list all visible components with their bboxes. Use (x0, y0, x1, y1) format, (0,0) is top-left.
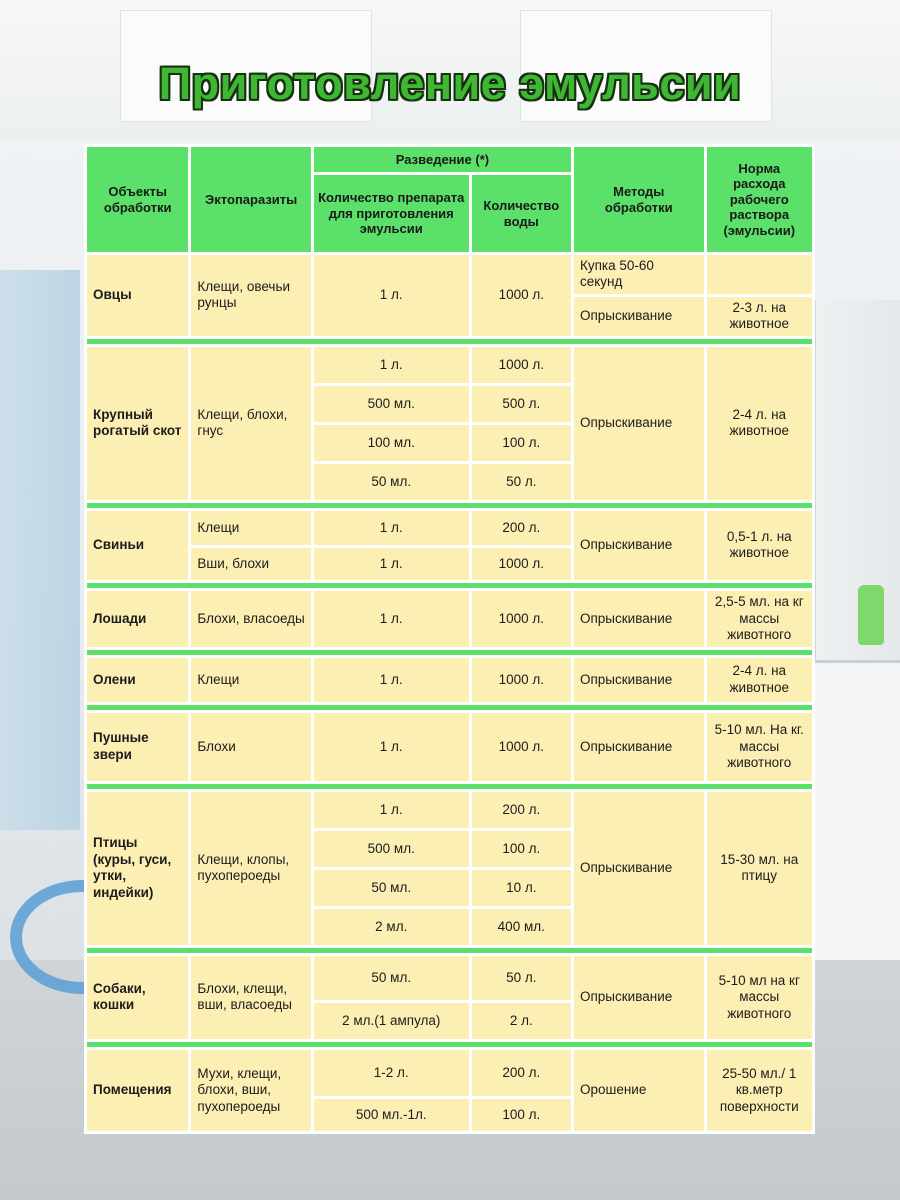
object-cell: Лошади (87, 591, 188, 647)
group-separator (87, 948, 812, 953)
method-cell: Опрыскивание (574, 591, 704, 647)
parasites-cell: Блохи (191, 713, 311, 781)
rate-cell: 5-10 мл на кг массы животного (707, 956, 812, 1039)
drug-amount-cell: 1 л. (314, 658, 469, 702)
group-separator (87, 705, 812, 710)
drug-amount-cell: 1-2 л. (314, 1050, 469, 1096)
object-cell: Олени (87, 658, 188, 702)
method-cell: Опрыскивание (574, 713, 704, 781)
water-amount-cell: 1000 л. (472, 713, 571, 781)
rate-cell: 2-4 л. на животное (707, 658, 812, 702)
water-amount-cell: 200 л. (472, 511, 571, 545)
group-separator (87, 339, 812, 344)
water-amount-cell: 100 л. (472, 1099, 571, 1131)
object-cell: Свиньи (87, 511, 188, 580)
method-cell: Опрыскивание (574, 297, 704, 336)
water-amount-cell: 50 л. (472, 956, 571, 1000)
group-separator (87, 583, 812, 588)
header-objects: Объекты обработки (87, 147, 188, 252)
background-spray-bottle (858, 585, 884, 645)
object-cell: Птицы (куры, гуси, утки, индейки) (87, 792, 188, 945)
rate-cell: 0,5-1 л. на животное (707, 511, 812, 580)
rate-cell: 15-30 мл. на птицу (707, 792, 812, 945)
header-rate: Норма расхода рабочего раствора (эмульсии) (707, 147, 812, 252)
rate-cell: 5-10 мл. На кг. массы животного (707, 713, 812, 781)
water-amount-cell: 2 л. (472, 1003, 571, 1039)
method-cell: Орошение (574, 1050, 704, 1131)
object-cell: Помещения (87, 1050, 188, 1131)
parasites-cell: Вши, блохи (191, 548, 311, 580)
object-cell: Крупный рогатый скот (87, 347, 188, 500)
water-amount-cell: 1000 л. (472, 548, 571, 580)
header-ectoparasites: Эктопаразиты (191, 147, 311, 252)
parasites-cell: Блохи, власоеды (191, 591, 311, 647)
water-amount-cell: 1000 л. (472, 255, 571, 336)
header-dilution: Разведение (*) (314, 147, 571, 172)
parasites-cell: Мухи, клещи, блохи, вши, пухопероеды (191, 1050, 311, 1131)
drug-amount-cell: 1 л. (314, 548, 469, 580)
drug-amount-cell: 2 мл.(1 ампула) (314, 1003, 469, 1039)
drug-amount-cell: 1 л. (314, 792, 469, 828)
parasites-cell: Клещи (191, 658, 311, 702)
header-drug-amount: Количество препарата для приготовления эмульсии (314, 175, 469, 252)
background-cabinet (0, 270, 80, 830)
header-methods: Методы обработки (574, 147, 704, 252)
rate-cell: 2-3 л. на животное (707, 297, 812, 336)
water-amount-cell: 1000 л. (472, 347, 571, 383)
drug-amount-cell: 1 л. (314, 713, 469, 781)
drug-amount-cell: 100 мл. (314, 425, 469, 461)
drug-amount-cell: 50 мл. (314, 870, 469, 906)
water-amount-cell: 100 л. (472, 425, 571, 461)
parasites-cell: Клещи (191, 511, 311, 545)
object-cell: Пушные звери (87, 713, 188, 781)
method-cell: Опрыскивание (574, 792, 704, 945)
header-water-amount: Количество воды (472, 175, 571, 252)
water-amount-cell: 1000 л. (472, 591, 571, 647)
rate-cell: 25-50 мл./ 1 кв.метр поверхности (707, 1050, 812, 1131)
drug-amount-cell: 1 л. (314, 591, 469, 647)
method-cell: Купка 50-60 секунд (574, 255, 704, 294)
group-separator (87, 1042, 812, 1047)
drug-amount-cell: 500 мл. (314, 386, 469, 422)
method-cell: Опрыскивание (574, 347, 704, 500)
drug-amount-cell: 1 л. (314, 347, 469, 383)
drug-amount-cell: 2 мл. (314, 909, 469, 945)
group-separator (87, 503, 812, 508)
water-amount-cell: 200 л. (472, 792, 571, 828)
method-cell: Опрыскивание (574, 956, 704, 1039)
drug-amount-cell: 1 л. (314, 255, 469, 336)
parasites-cell: Клещи, блохи, гнус (191, 347, 311, 500)
emulsion-table (84, 144, 815, 1134)
water-amount-cell: 100 л. (472, 831, 571, 867)
object-cell: Собаки, кошки (87, 956, 188, 1039)
page-title: Приготовление эмульсии (158, 58, 742, 109)
object-cell: Овцы (87, 255, 188, 336)
drug-amount-cell: 1 л. (314, 511, 469, 545)
rate-cell: 2-4 л. на животное (707, 347, 812, 500)
water-amount-cell: 200 л. (472, 1050, 571, 1096)
group-separator (87, 784, 812, 789)
parasites-cell: Блохи, клещи, вши, власоеды (191, 956, 311, 1039)
drug-amount-cell: 500 мл. (314, 831, 469, 867)
water-amount-cell: 10 л. (472, 870, 571, 906)
drug-amount-cell: 50 мл. (314, 956, 469, 1000)
water-amount-cell: 50 л. (472, 464, 571, 500)
drug-amount-cell: 50 мл. (314, 464, 469, 500)
background-counter (815, 660, 900, 963)
rate-cell: 2,5-5 мл. на кг массы животного (707, 591, 812, 647)
group-separator (87, 650, 812, 655)
method-cell: Опрыскивание (574, 658, 704, 702)
water-amount-cell: 500 л. (472, 386, 571, 422)
water-amount-cell: 1000 л. (472, 658, 571, 702)
rate-cell (707, 255, 812, 294)
parasites-cell: Клещи, овечьи рунцы (191, 255, 311, 336)
parasites-cell: Клещи, клопы, пухопероеды (191, 792, 311, 945)
method-cell: Опрыскивание (574, 511, 704, 580)
water-amount-cell: 400 мл. (472, 909, 571, 945)
drug-amount-cell: 500 мл.-1л. (314, 1099, 469, 1131)
